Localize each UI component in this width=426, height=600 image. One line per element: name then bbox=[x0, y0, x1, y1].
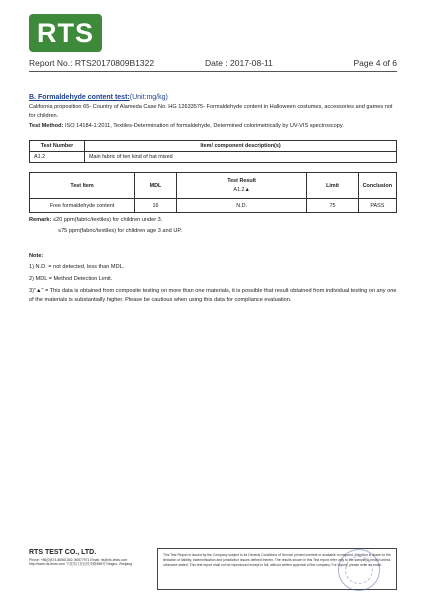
report-date: Date : 2017-08-11 bbox=[205, 58, 273, 68]
section-unit: (Unit:mg/kg) bbox=[129, 94, 168, 101]
footer-disclaimer: This Test Report is issued by the Company subject to its General Conditions of Service printed overleaf or available on request. Attention is drawn to the limitation of liability, indemnification and jurisdiction issues defined therein. The results shown in this Test report refer only to the sample(s) tested unless otherwise stated. This test report shall not be reproduced except in full, without written approval of the company. For inquiry, please write an email. bbox=[157, 548, 397, 590]
col-limit: Limit bbox=[307, 173, 358, 199]
item-table bbox=[29, 140, 397, 163]
footer-company: RTS TEST CO., LTD. bbox=[29, 549, 97, 556]
item-table-header bbox=[30, 141, 397, 152]
cell-mdl: 16 bbox=[135, 199, 177, 213]
table-row bbox=[30, 199, 397, 213]
cell-limit: 75 bbox=[307, 199, 358, 213]
header-divider bbox=[29, 71, 397, 72]
test-method bbox=[29, 122, 399, 131]
remark-line-1 bbox=[29, 216, 399, 225]
cell-conclusion: PASS bbox=[358, 199, 396, 213]
note-3: 3)"▲" = This data is obtained from composite testing on more than one materials, it is possible that result obtained from individual testing on any one of the materials is substantially higher. Please be cautious when using this data for compliance evaluation. bbox=[29, 288, 397, 303]
test-result-sample: A1.2▲ bbox=[233, 186, 250, 193]
test-method-text: ISO 14184-1:2011, Textiles-Determination of formaldehyde, Determined colorimetrically by UV-VIS spectroscopy. bbox=[63, 123, 344, 129]
note-1: 1) N.D. = not detected, less than MDL. bbox=[29, 264, 125, 270]
col-conclusion: Conclusion bbox=[358, 173, 396, 199]
result-table bbox=[29, 172, 397, 213]
cell-test-item: Free formaldehyde content bbox=[30, 199, 135, 213]
cell-test-result: N.D. bbox=[176, 199, 307, 213]
section-description: California proposition 65- Country of Alameda Case No. HG 12633575- Formaldehyde content in Halloween costumes, accessories and games not for children. bbox=[29, 104, 393, 119]
company-seal bbox=[338, 549, 380, 591]
test-result-label: Test Result bbox=[227, 177, 256, 184]
rts-logo: RTS bbox=[29, 14, 102, 52]
col-mdl: MDL bbox=[135, 173, 177, 199]
remark-text-1: ≤20 ppm(fabric/textiles) for children under 3. bbox=[51, 217, 163, 223]
cell-item-description: Main fabric of ten kind of hat mixed bbox=[85, 152, 397, 163]
report-number: Report No.: RTS20170809B1322 bbox=[29, 58, 155, 68]
test-method-label: Test Method: bbox=[29, 123, 64, 129]
col-item-description: Item/ component description(s) bbox=[85, 141, 397, 152]
page-number: Page 4 of 6 bbox=[353, 58, 397, 68]
company-seal-inner bbox=[345, 556, 373, 584]
remark-label: Remark: bbox=[29, 217, 52, 223]
section-title bbox=[29, 94, 168, 101]
footer-contact: Phone: +86(0)574-86561352, 86577971 Email: rts@rts-tests.com http://www.rts-tests.com 宁波市江东区民安路588号 Ningbo, Zhejiang bbox=[29, 558, 133, 567]
col-test-result bbox=[176, 173, 307, 199]
cell-test-number: A1.2 bbox=[30, 152, 85, 163]
note-2: 2) MDL = Method Detection Limit. bbox=[29, 276, 113, 282]
note-title: Note: bbox=[29, 253, 44, 259]
section-title-text: B. Formaldehyde content test: bbox=[29, 94, 130, 101]
table-row bbox=[30, 152, 397, 163]
remark-line-2: ≤75 ppm(fabric/textiles) for children age 3 and UP. bbox=[58, 228, 182, 234]
col-test-item: Test Item bbox=[30, 173, 135, 199]
col-test-number: Test Number bbox=[30, 141, 85, 152]
result-table-header bbox=[30, 173, 397, 199]
